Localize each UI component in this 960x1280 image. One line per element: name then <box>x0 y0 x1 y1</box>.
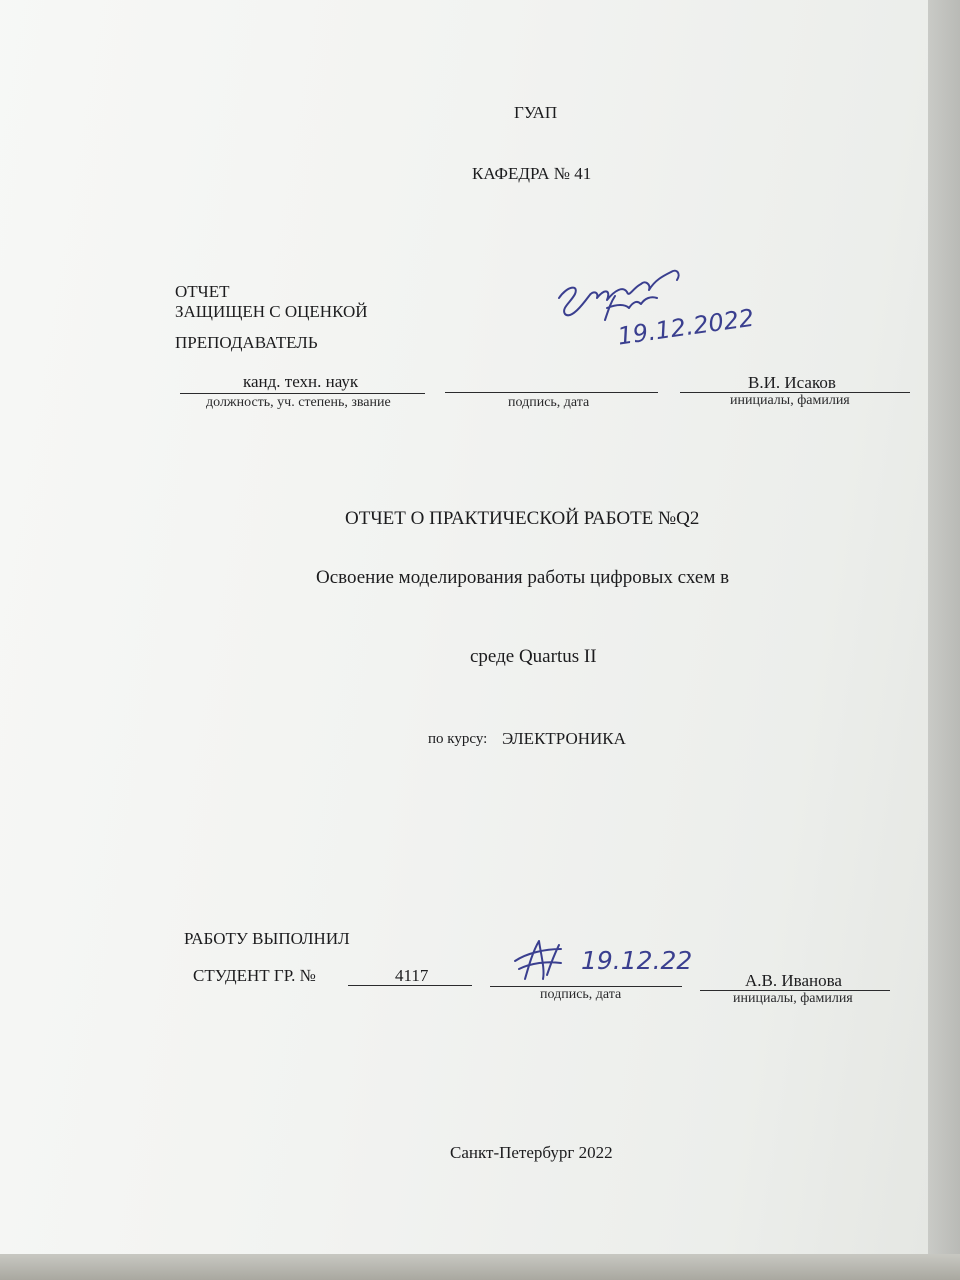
student-handwritten-date: 19.12.22 <box>581 946 693 975</box>
student-name: А.В. Иванова <box>745 971 842 990</box>
defended-label: ЗАЩИЩЕН С ОЦЕНКОЙ <box>175 302 368 321</box>
student-group-label: СТУДЕНТ ГР. № <box>193 966 316 985</box>
teacher-label: ПРЕПОДАВАТЕЛЬ <box>175 333 318 352</box>
department-name: КАФЕДРА № 41 <box>472 164 592 183</box>
teacher-handwritten-signature <box>545 258 760 351</box>
teacher-degree: канд. техн. наук <box>243 372 359 391</box>
table-surface <box>0 1254 960 1280</box>
teacher-handwritten-date: 19.12.2022 <box>615 303 756 351</box>
institution-name: ГУАП <box>514 103 558 122</box>
city-year: Санкт-Петербург 2022 <box>450 1143 613 1162</box>
teacher-name-caption: инициалы, фамилия <box>730 393 850 408</box>
student-handwritten-signature <box>505 935 693 987</box>
report-title: ОТЧЕТ О ПРАКТИЧЕСКОЙ РАБОТЕ №Q2 <box>345 508 700 529</box>
degree-underline <box>180 393 425 394</box>
student-signature-caption: подпись, дата <box>540 987 622 1002</box>
teacher-signature-caption: подпись, дата <box>508 395 590 410</box>
paper-edge-shadow <box>928 0 960 1280</box>
course-prefix: по курсу: <box>428 731 488 747</box>
student-group-number: 4117 <box>395 966 429 985</box>
teacher-name: В.И. Исаков <box>748 373 836 392</box>
report-label: ОТЧЕТ <box>175 282 230 301</box>
completed-by-label: РАБОТУ ВЫПОЛНИЛ <box>184 929 350 948</box>
student-name-caption: инициалы, фамилия <box>733 991 853 1006</box>
course-name: ЭЛЕКТРОНИКА <box>502 729 626 748</box>
teacher-signature-underline <box>445 392 658 393</box>
degree-caption: должность, уч. степень, звание <box>206 395 391 410</box>
report-topic-line2: среде Quartus II <box>470 646 597 667</box>
report-topic-line1: Освоение моделирования работы цифровых схем в <box>316 567 730 588</box>
group-underline <box>348 985 472 986</box>
